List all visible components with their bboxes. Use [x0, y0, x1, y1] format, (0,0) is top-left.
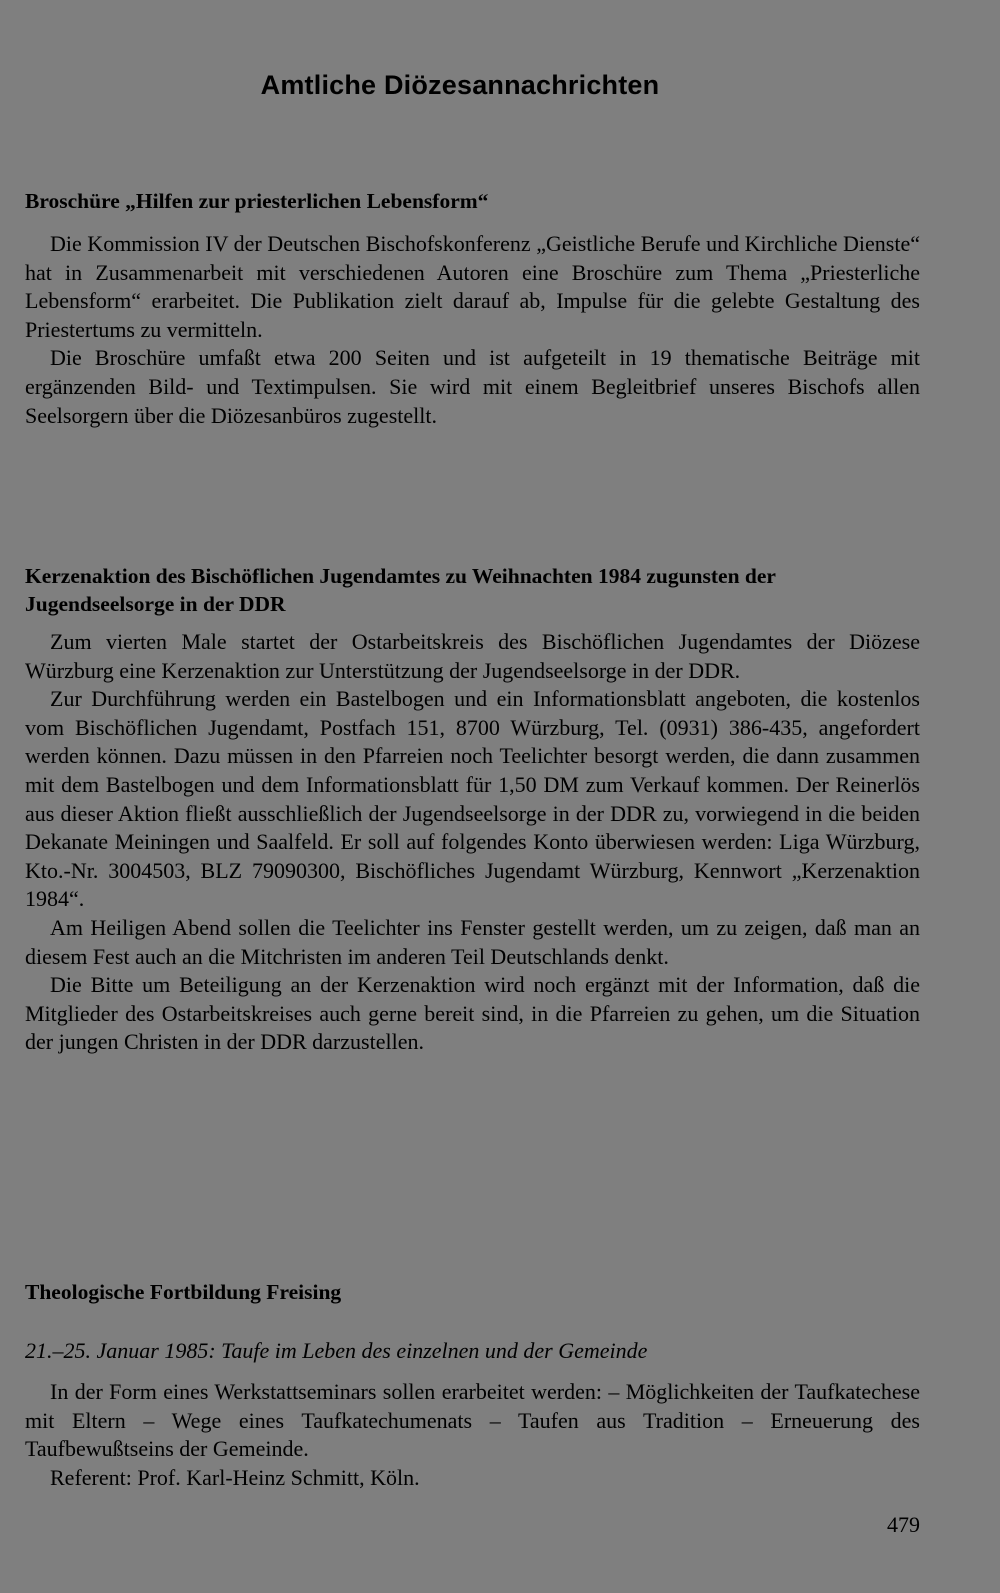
section-body-broschuere [25, 230, 920, 430]
paragraph: Die Bitte um Beteiligung an der Kerzenaktion wird noch ergänzt mit der Information, daß die Mitglieder des Ostarbeitskreises auch gerne bereit sind, in die Pfarreien zu gehen, um die Situation der jungen Christen in der DDR darzustellen. [25, 972, 920, 1055]
running-head-title: Amtliche Diözesannachrichten [260, 70, 660, 100]
page-number: 479 [887, 1512, 920, 1537]
paragraph: In der Form eines Werkstattseminars sollen erarbeitet werden: – Möglichkeiten der Taufkatechese mit Eltern – Wege eines Taufkatechumenats – Taufen aus Tradition – Erneuerung des Taufbewußtseins der Gemeinde. [25, 1379, 920, 1462]
section-body-kerzenaktion [25, 628, 920, 1057]
event-date-subheading: 21.–25. Januar 1985: Taufe im Leben des einzelnen und der Gemeinde [25, 1338, 648, 1363]
paragraph: Die Kommission IV der Deutschen Bischofskonferenz „Geistliche Berufe und Kirchliche Dienste“ hat in Zusammenarbeit mit verschiedenen Autoren eine Broschüre zum Thema „Priesterliche Lebensform“ erarbeitet. Die Publikation zielt darauf ab, Impulse für die gelebte Gestaltung des Priestertums zu vermitteln. [25, 231, 920, 342]
section-body-fortbildung [25, 1378, 920, 1492]
section-heading-broschuere: Broschüre „Hilfen zur priesterlichen Lebensform“ [25, 189, 489, 213]
paragraph: Am Heiligen Abend sollen die Teelichter ins Fenster gestellt werden, um zu zeigen, daß man an diesem Fest auch an die Mitchristen im anderen Teil Deutschlands denkt. [25, 914, 920, 969]
paragraph: Zum vierten Male startet der Ostarbeitskreis des Bischöflichen Jugendamtes der Diözese Würzburg eine Kerzenaktion zur Unterstützung der Jugendseelsorge in der DDR. [25, 629, 920, 683]
paragraph: Die Broschüre umfaßt etwa 200 Seiten und ist aufgeteilt in 19 thematische Beiträge mit ergänzenden Bild- und Textimpulsen. Sie wird mit einem Begleitbrief unseres Bischofs allen Seelsorgern über die Diözesanbüros zugestellt. [25, 345, 920, 428]
section-heading-fortbildung: Theologische Fortbildung Freising [25, 1280, 342, 1304]
paragraph: Referent: Prof. Karl-Heinz Schmitt, Köln. [50, 1464, 420, 1490]
section-heading-kerzenaktion: Kerzenaktion des Bischöflichen Jugendamtes zu Weihnachten 1984 zugunsten der Jugendseelsorge in der DDR [25, 564, 776, 616]
page-content [25, 0, 920, 1593]
paragraph: Zur Durchführung werden ein Bastelbogen und ein Informationsblatt angeboten, die kostenlos vom Bischöflichen Jugendamt, Postfach 151, 8700 Würzburg, Tel. (0931) 386-435, angefordert werden können. Dazu müssen in den Pfarreien noch Teelichter besorgt werden, die dann zusammen mit dem Bastelbogen und dem Informationsblatt für 1,50 DM zum Verkauf kommen. Der Reinerlös aus dieser Aktion fließt ausschließlich der Jugendseelsorge in der DDR zu, vorwiegend in die beiden Dekanate Meiningen und Saalfeld. Er soll auf folgendes Konto überwiesen werden: Liga Würzburg, Kto.-Nr. 3004503, BLZ 79090300, Bischöfliches Jugendamt Würzburg, Kennwort „Kerzenaktion 1984“. [25, 686, 920, 912]
